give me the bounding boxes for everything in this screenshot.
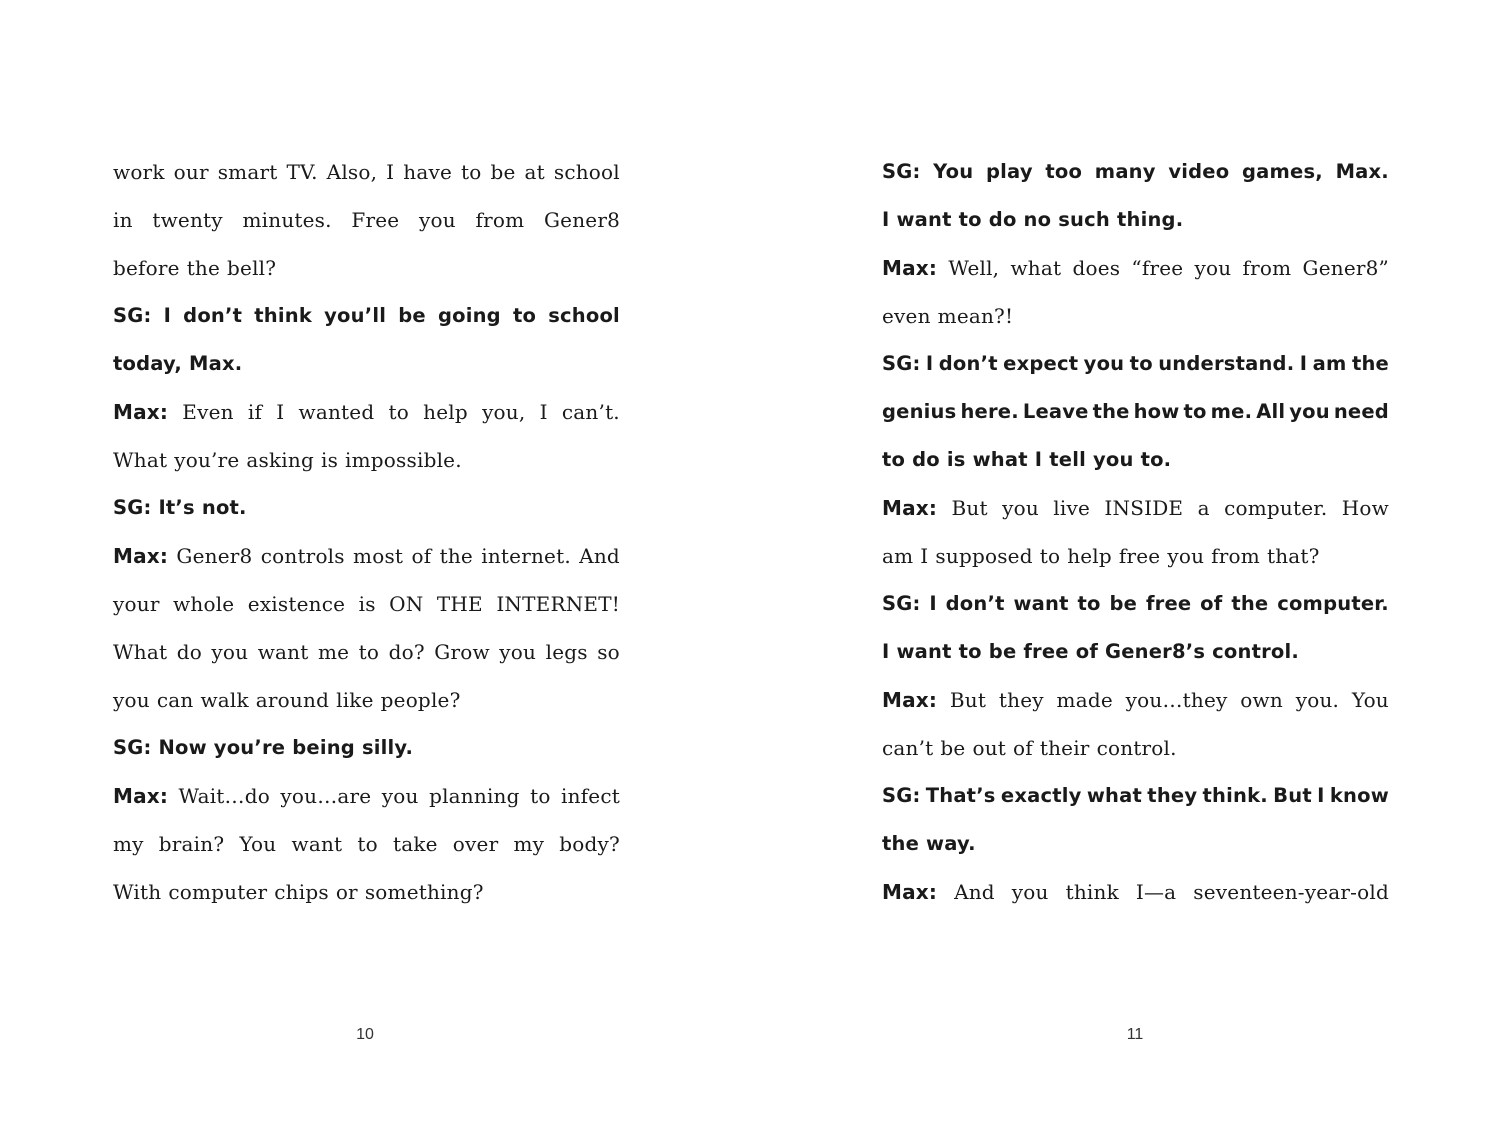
line-word: the	[439, 544, 473, 568]
line-word: being	[292, 736, 355, 759]
line-word: How	[1341, 496, 1389, 520]
line-word: can	[156, 688, 194, 712]
dialogue-line	[882, 774, 1389, 822]
line-word: such	[1058, 208, 1110, 231]
line-word: today,	[113, 352, 183, 375]
speaker-label: Max:	[882, 496, 938, 520]
line-word: the	[1351, 352, 1389, 375]
line-word: a	[1197, 496, 1210, 520]
line-word: at	[524, 160, 545, 184]
line-word: body?	[559, 832, 620, 856]
line-word: you	[381, 784, 419, 808]
line-word: many	[1094, 160, 1156, 183]
line-word: supposed	[935, 544, 1033, 568]
line-word: around	[255, 688, 330, 712]
dialogue-line	[113, 198, 620, 246]
line-word: Wait…do	[178, 784, 270, 808]
dialogue-line	[113, 150, 620, 198]
line-word: something?	[364, 880, 484, 904]
line-word: help	[423, 400, 468, 424]
speaker-label: Max:	[882, 688, 938, 712]
line-word: be	[940, 736, 966, 760]
line-word: think.	[1202, 784, 1268, 807]
line-word: to.	[1140, 448, 1172, 471]
line-word: most	[353, 544, 404, 568]
page-number: 10	[356, 1026, 374, 1043]
speaker-label: Max:	[113, 544, 169, 568]
dialogue-line	[113, 486, 620, 534]
line-word: be	[398, 304, 426, 327]
line-word: Well,	[948, 256, 1000, 280]
line-word: impossible.	[345, 448, 462, 472]
line-word: my	[113, 832, 144, 856]
line-word: my	[513, 832, 545, 856]
line-word: silly.	[361, 736, 414, 759]
line-word: planning	[429, 784, 520, 808]
dialogue-line	[882, 342, 1389, 390]
line-word: your	[113, 592, 160, 616]
line-word: to	[512, 304, 537, 327]
line-word: if	[247, 400, 263, 424]
line-word: you	[113, 688, 150, 712]
dialogue-line	[113, 774, 620, 822]
line-word: you’ll	[324, 304, 387, 327]
line-word: existence	[247, 592, 346, 616]
line-word: I	[882, 208, 890, 231]
line-word: do	[176, 640, 202, 664]
dialogue-line	[882, 582, 1389, 630]
line-word: don’t	[183, 304, 243, 327]
page-number: 11	[1126, 1026, 1144, 1043]
line-word: know	[1329, 784, 1389, 807]
line-word: you	[1289, 400, 1330, 423]
dialogue-line	[882, 870, 1389, 918]
line-word: That’s	[925, 784, 996, 807]
line-word: want	[291, 832, 343, 856]
line-word: you…they	[1125, 688, 1228, 712]
line-word: is	[946, 448, 966, 471]
line-word: what	[1086, 784, 1143, 807]
dialogue-line	[113, 630, 620, 678]
line-word: What	[113, 448, 168, 472]
line-word: you.	[1295, 688, 1340, 712]
line-word: you	[1083, 352, 1125, 375]
speaker-label: SG:	[113, 496, 152, 519]
line-word: I	[1299, 352, 1308, 375]
line-word: And	[579, 544, 620, 568]
line-word: the	[186, 256, 221, 280]
line-word: genius	[882, 400, 957, 423]
line-word: minutes.	[242, 208, 332, 232]
dialogue-line	[882, 246, 1389, 294]
line-word: don’t	[938, 352, 998, 375]
line-word: they	[998, 688, 1044, 712]
line-word: games,	[1242, 160, 1323, 183]
line-word: You	[239, 832, 277, 856]
line-word: to	[461, 160, 482, 184]
line-word: to	[1077, 592, 1101, 615]
line-word: from	[475, 208, 525, 232]
line-word: computer.	[1277, 592, 1389, 615]
line-word: way.	[926, 832, 976, 855]
line-word: you…are	[280, 784, 372, 808]
speaker-label: SG:	[882, 784, 921, 807]
line-word: you	[1011, 880, 1049, 904]
speaker-label: SG:	[113, 304, 152, 327]
line-word: be	[490, 160, 516, 184]
line-word: have	[403, 160, 453, 184]
line-word: what	[1010, 256, 1062, 280]
left-page-text	[113, 150, 620, 918]
line-word: chips	[274, 880, 329, 904]
speaker-label: Max:	[882, 880, 938, 904]
dialogue-line	[113, 342, 620, 390]
line-word: And	[954, 880, 995, 904]
line-word: internet.	[481, 544, 571, 568]
line-word: I	[929, 592, 937, 615]
line-word: school	[548, 304, 620, 327]
line-word: the	[882, 832, 920, 855]
line-word: bell?	[227, 256, 277, 280]
line-word: you,	[482, 400, 526, 424]
line-word: I	[1317, 784, 1325, 807]
line-word: me.	[1210, 400, 1253, 423]
dialogue-line	[882, 534, 1389, 582]
line-word: brain?	[158, 832, 225, 856]
dialogue-line	[882, 150, 1389, 198]
line-word: I—a	[1135, 880, 1177, 904]
line-word: to	[958, 640, 982, 663]
line-word: that?	[1266, 544, 1320, 568]
line-word: from	[1211, 544, 1260, 568]
line-word: going	[437, 304, 501, 327]
line-word: tell	[1049, 448, 1086, 471]
dialogue-line	[113, 582, 620, 630]
dialogue-line	[113, 438, 620, 486]
line-word: twenty	[152, 208, 223, 232]
line-word: their	[1039, 736, 1090, 760]
line-word: asking	[246, 448, 314, 472]
line-word: help	[1067, 544, 1112, 568]
dialogue-line	[113, 678, 620, 726]
line-word: video	[1168, 160, 1230, 183]
line-word: play	[986, 160, 1033, 183]
line-word: do?	[388, 640, 425, 664]
line-word: to	[388, 400, 409, 424]
line-word: Gener8”	[1302, 256, 1389, 280]
line-word: exactly	[1000, 784, 1082, 807]
line-word: of	[1013, 736, 1033, 760]
line-word: is	[358, 592, 376, 616]
line-word: can’t	[882, 736, 934, 760]
line-word: you	[499, 640, 537, 664]
line-word: TV.	[286, 160, 318, 184]
line-word: Gener8’s	[1105, 640, 1206, 663]
line-word: live	[1053, 496, 1091, 520]
line-word: you	[419, 208, 456, 232]
line-word: even	[882, 304, 931, 328]
line-word: I	[882, 640, 890, 663]
line-word: Leave	[1022, 400, 1089, 423]
line-word: to	[1183, 400, 1207, 423]
line-word: Max.	[1335, 160, 1389, 183]
line-word: can’t.	[561, 400, 620, 424]
dialogue-line	[882, 438, 1389, 486]
line-word: not.	[201, 496, 247, 519]
speaker-label: SG:	[113, 736, 152, 759]
line-word: You	[1351, 688, 1389, 712]
line-word: smart	[217, 160, 278, 184]
line-word: you	[1167, 544, 1205, 568]
line-word: no	[1023, 208, 1052, 231]
line-word: do	[988, 208, 1017, 231]
line-word: free	[1023, 640, 1069, 663]
line-word: am	[1312, 352, 1347, 375]
line-word: school	[553, 160, 620, 184]
right-page-text	[882, 150, 1389, 918]
line-word: thing.	[1116, 208, 1184, 231]
line-word: But	[949, 688, 987, 712]
dialogue-line	[113, 726, 620, 774]
line-word: walk	[200, 688, 249, 712]
line-word: here.	[960, 400, 1019, 423]
line-word: computer	[168, 880, 268, 904]
line-word: over	[452, 832, 499, 856]
speaker-label: SG:	[882, 160, 921, 183]
line-word: take	[392, 832, 438, 856]
line-word: Free	[351, 208, 400, 232]
line-word: you	[1194, 256, 1232, 280]
line-word: I	[276, 400, 285, 424]
dialogue-line	[882, 486, 1389, 534]
line-word: you	[1002, 496, 1039, 520]
line-word: work	[113, 160, 165, 184]
line-word: own	[1240, 688, 1283, 712]
line-word: before	[113, 256, 180, 280]
line-word: INSIDE	[1104, 496, 1184, 520]
line-word: to	[357, 832, 378, 856]
dialogue-line	[113, 390, 620, 438]
line-word: you	[211, 640, 249, 664]
line-word: THE	[436, 592, 483, 616]
line-word: Now	[158, 736, 207, 759]
line-word: It’s	[158, 496, 195, 519]
speaker-label: Max:	[113, 784, 169, 808]
line-word: to	[1129, 352, 1153, 375]
line-word: understand.	[1158, 352, 1295, 375]
line-word: think	[1065, 880, 1119, 904]
line-word: mean?!	[937, 304, 1014, 328]
line-word: infect	[561, 784, 620, 808]
line-word: am	[882, 544, 914, 568]
line-word: they	[1147, 784, 1198, 807]
line-word: legs	[545, 640, 588, 664]
line-word: expect	[1003, 352, 1079, 375]
line-word: to	[358, 640, 380, 664]
dialogue-line	[113, 870, 620, 918]
line-word: want	[896, 208, 952, 231]
speaker-label: Max:	[882, 256, 938, 280]
line-word: But	[951, 496, 988, 520]
line-word: INTERNET!	[496, 592, 620, 616]
line-word: be	[988, 640, 1017, 663]
line-word: so	[597, 640, 620, 664]
line-word: to	[530, 784, 551, 808]
speaker-label: Max:	[113, 400, 169, 424]
line-word: don’t	[945, 592, 1005, 615]
line-word: too	[1045, 160, 1083, 183]
line-word: out	[972, 736, 1007, 760]
line-word: What	[113, 640, 168, 664]
line-word: free	[1145, 592, 1192, 615]
line-word: in	[113, 208, 133, 232]
line-word: you	[1092, 448, 1134, 471]
line-word: seventeen-year-old	[1193, 880, 1389, 904]
line-word: want	[896, 640, 952, 663]
line-word: But	[1273, 784, 1312, 807]
line-word: I	[925, 352, 934, 375]
dialogue-line	[882, 726, 1389, 774]
line-word: you’re	[174, 448, 240, 472]
line-word: Gener8	[543, 208, 620, 232]
line-word: think	[254, 304, 313, 327]
line-word: from	[1242, 256, 1292, 280]
line-word: controls	[260, 544, 345, 568]
line-word: how	[1133, 400, 1180, 423]
line-word: control.	[1096, 736, 1177, 760]
dialogue-line	[113, 822, 620, 870]
line-word: whole	[173, 592, 235, 616]
line-word: free	[1118, 544, 1161, 568]
line-word: want	[1013, 592, 1069, 615]
dialogue-line	[882, 198, 1389, 246]
speaker-label: SG:	[882, 592, 921, 615]
dialogue-line	[113, 246, 620, 294]
dialogue-line	[113, 294, 620, 342]
line-word: Even	[182, 400, 234, 424]
dialogue-line	[882, 822, 1389, 870]
line-word: ON	[389, 592, 424, 616]
line-word: of	[411, 544, 432, 568]
line-word: me	[317, 640, 350, 664]
line-word: “free	[1131, 256, 1184, 280]
line-word: I	[920, 544, 929, 568]
line-word: Gener8	[176, 544, 253, 568]
line-word: what	[972, 448, 1028, 471]
line-word: want	[257, 640, 309, 664]
line-word: You	[933, 160, 974, 183]
line-word: the	[1231, 592, 1269, 615]
line-word: computer.	[1224, 496, 1328, 520]
line-word: wanted	[298, 400, 375, 424]
line-word: Max.	[189, 352, 243, 375]
line-word: control.	[1212, 640, 1300, 663]
dialogue-line	[882, 630, 1389, 678]
dialogue-line	[882, 294, 1389, 342]
line-word: or	[335, 880, 358, 904]
line-word: the	[1092, 400, 1130, 423]
line-word: our	[173, 160, 209, 184]
line-word: be	[1109, 592, 1138, 615]
line-word: need	[1333, 400, 1389, 423]
line-word: I	[386, 160, 395, 184]
dialogue-line	[113, 534, 620, 582]
line-word: do	[912, 448, 940, 471]
line-word: of	[1075, 640, 1099, 663]
line-word: to	[1039, 544, 1061, 568]
line-word: to	[958, 208, 982, 231]
speaker-label: SG:	[882, 352, 921, 375]
line-word: With	[113, 880, 162, 904]
line-word: I	[1034, 448, 1043, 471]
line-word: to	[882, 448, 906, 471]
line-word: All	[1256, 400, 1286, 423]
line-word: is	[320, 448, 339, 472]
line-word: I	[539, 400, 548, 424]
line-word: does	[1072, 256, 1121, 280]
line-word: Grow	[434, 640, 490, 664]
dialogue-line	[882, 390, 1389, 438]
dialogue-line	[882, 678, 1389, 726]
line-word: you’re	[213, 736, 286, 759]
line-word: people?	[380, 688, 461, 712]
line-word: I	[163, 304, 172, 327]
right-page	[750, 0, 1500, 1125]
line-word: Also,	[326, 160, 378, 184]
line-word: of	[1200, 592, 1223, 615]
line-word: made	[1056, 688, 1113, 712]
line-word: like	[336, 688, 374, 712]
